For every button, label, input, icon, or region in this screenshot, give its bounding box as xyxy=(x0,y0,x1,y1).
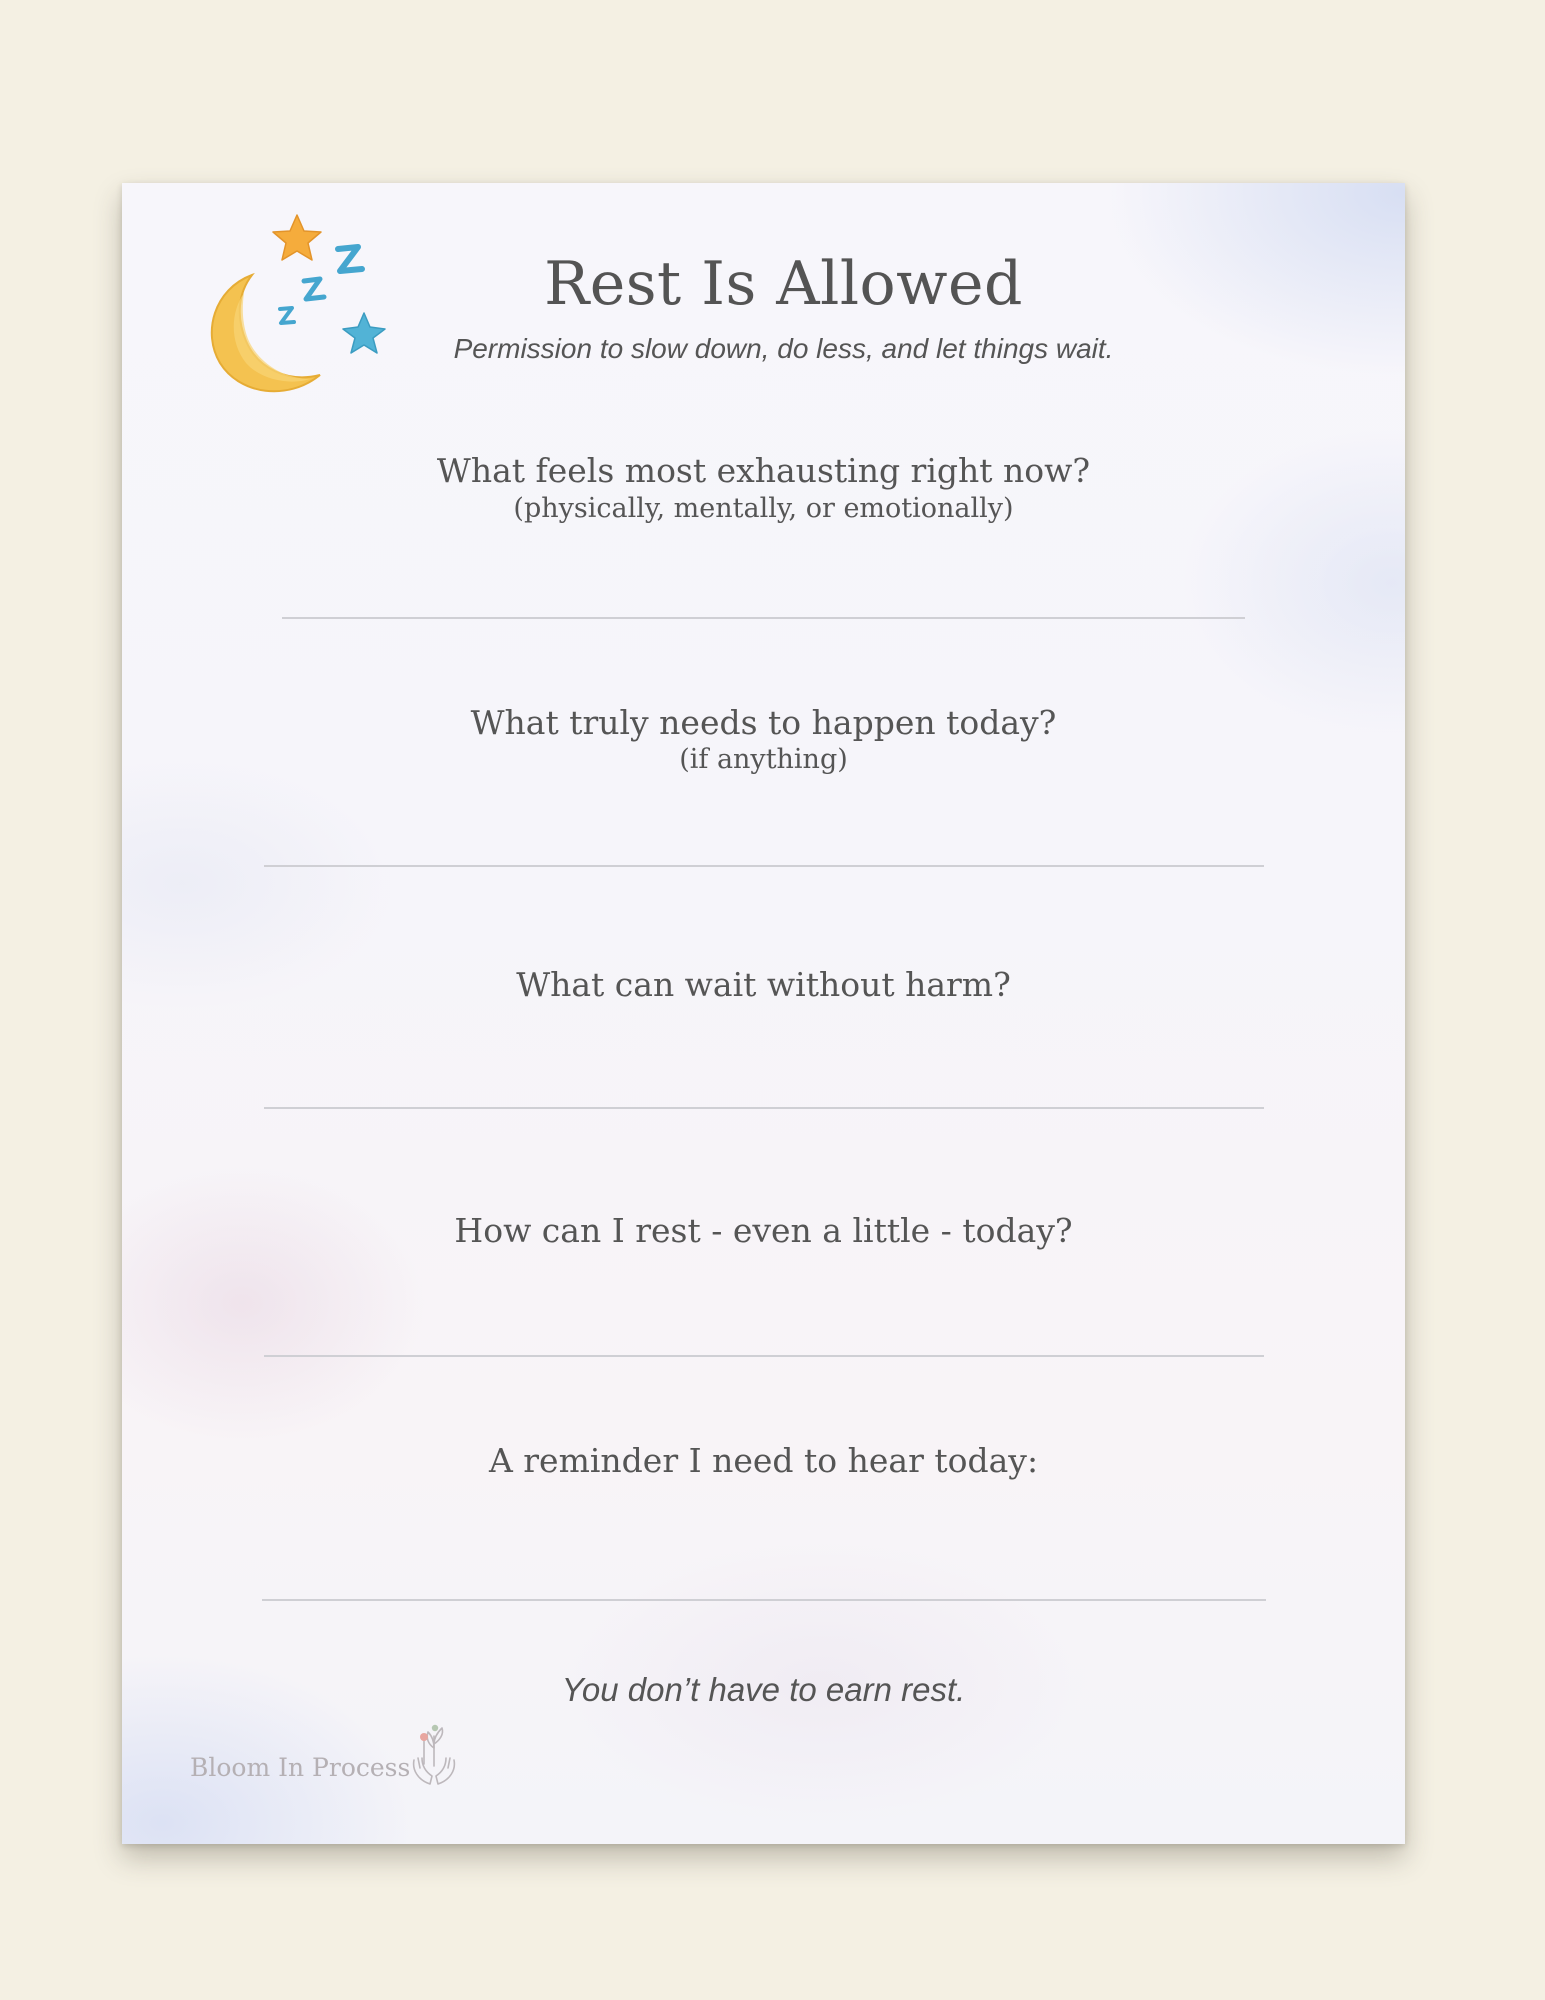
prompt-question: What truly needs to happen today? xyxy=(470,703,1057,742)
brand-mark xyxy=(190,1718,460,1788)
answer-line[interactable] xyxy=(282,617,1245,619)
answer-line[interactable] xyxy=(264,865,1264,867)
brand-name: Bloom In Process xyxy=(190,1753,411,1782)
page-title: Rest Is Allowed xyxy=(544,249,1023,319)
prompt-question: What can wait without harm? xyxy=(516,965,1011,1004)
prompt-question: What feels most exhausting right now? xyxy=(436,451,1091,490)
prompt-note: (physically, mentally, or emotionally) xyxy=(513,493,1014,524)
answer-line[interactable] xyxy=(262,1599,1266,1601)
prompt-question: How can I rest - even a little - today? xyxy=(454,1211,1073,1250)
closing-affirmation: You don’t have to earn rest. xyxy=(561,1671,966,1708)
prompt-question: A reminder I need to hear today: xyxy=(488,1441,1039,1480)
hands-with-flowers-icon xyxy=(408,1718,460,1788)
prompt-note: (if anything) xyxy=(679,744,848,775)
page-subtitle: Permission to slow down, do less, and let things wait. xyxy=(453,333,1114,364)
worksheet-page xyxy=(122,183,1405,1844)
answer-line[interactable] xyxy=(264,1355,1264,1357)
answer-line[interactable] xyxy=(264,1107,1264,1109)
